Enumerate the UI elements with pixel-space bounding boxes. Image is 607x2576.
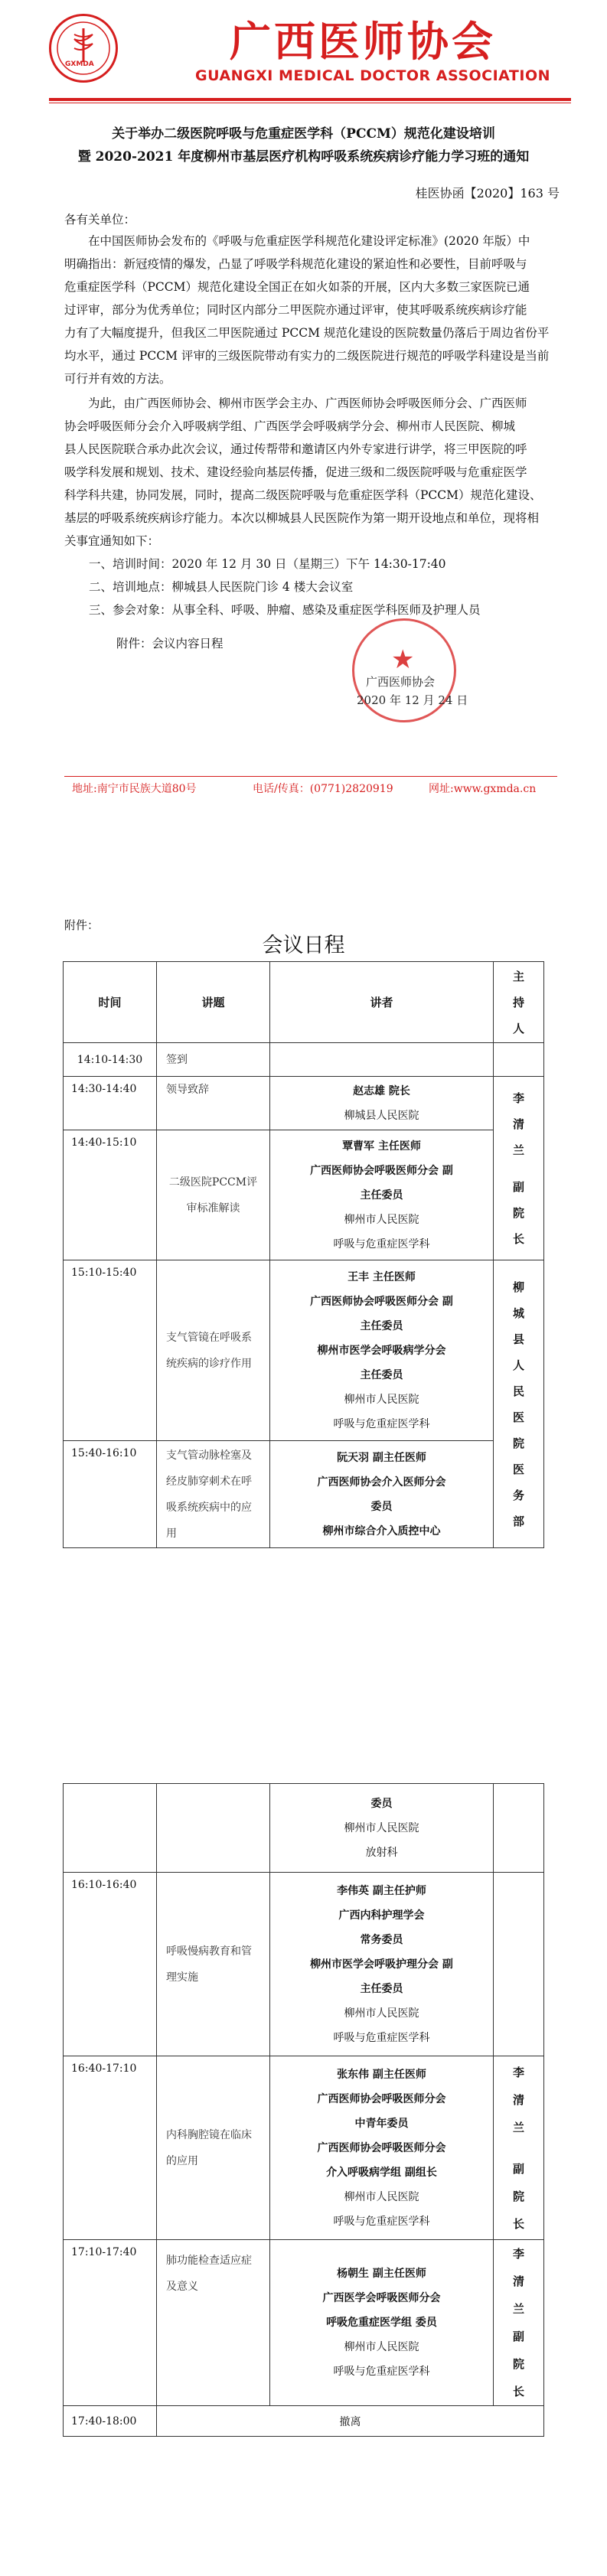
host-role-char: 副 — [512, 1179, 524, 1194]
paragraph-line: 可行并有效的方法。 — [64, 372, 171, 386]
host-dept-char: 城 — [512, 1306, 524, 1320]
paragraph-line: 基层的呼吸系统疾病诊疗能力。本次以柳城县人民医院作为第一期开设地点和单位，现将相 — [64, 511, 540, 525]
topic-header: 讲题 — [157, 962, 270, 1043]
host-dept-char: 医 — [512, 1462, 524, 1476]
caduceus-icon — [51, 16, 116, 80]
host-dept-char: 民 — [512, 1384, 524, 1398]
schedule-table — [63, 961, 544, 1548]
paragraph-line: 均水平，通过 PCCM 评审的三级医院带动有实力的二级医院进行规范的呼吸学科建设是当前 — [64, 349, 550, 363]
paragraph-line: 吸学科发展和规划、技术、建设经验向基层传播，促进三级和二级医院呼吸与危重症医学 — [64, 465, 527, 479]
session-speaker — [270, 1873, 494, 2056]
session-speaker — [270, 2240, 494, 2406]
session-speaker — [270, 1077, 494, 1130]
speaker-line: 柳城县人民医院 — [344, 1109, 419, 1122]
session-speaker — [270, 1441, 494, 1548]
speaker-line: 介入呼吸病学组 副组长 — [326, 2166, 437, 2179]
session-time — [64, 1784, 157, 1873]
host-name-char: 兰 — [512, 2120, 524, 2134]
host-name-char: 清 — [512, 2092, 524, 2107]
host-role-char: 副 — [512, 2330, 524, 2343]
host-dept-char: 院 — [512, 1436, 524, 1450]
speaker-line: 赵志雄 院长 — [353, 1084, 410, 1097]
notice-item-attendees: 三、参会对象：从事全科、呼吸、肿瘤、感染及重症医学科医师及护理人员 — [89, 603, 481, 617]
table-row — [64, 1043, 544, 1077]
host-name-char: 清 — [512, 1117, 524, 1131]
paragraph-line: 为此，由广西医师协会、柳州市医学会主办、广西医师协会呼吸医师分会、广西医师 — [88, 396, 527, 410]
speaker-line: 委员 — [370, 1797, 393, 1810]
speaker-line: 柳州市医学会呼吸护理分会 副 — [310, 1958, 453, 1971]
paragraph-line: 明确指出：新冠疫情的爆发，凸显了呼吸学科规范化建设的紧迫性和必要性，目前呼吸与 — [64, 257, 527, 271]
host-cell — [494, 1784, 544, 1873]
body-paragraph-2 — [64, 392, 569, 553]
footer-phone: 电话/传真：(0771)2820919 — [253, 783, 393, 795]
host-dept-char: 县 — [512, 1332, 524, 1346]
speaker-line: 主任委员 — [360, 1368, 403, 1381]
table-row — [64, 1784, 544, 1873]
attachment-note: 附件：会议内容日程 — [116, 637, 224, 651]
host-dept-char: 部 — [512, 1514, 524, 1528]
paragraph-line: 协会呼吸医师分会介入呼吸病学组、广西医学会呼吸病学分会、柳州市人民医院、柳城 — [64, 419, 516, 433]
table-row — [64, 2056, 544, 2240]
speaker-line: 广西内科护理学会 — [338, 1909, 425, 1922]
host-role-char: 长 — [512, 2385, 524, 2398]
host-name-char: 兰 — [512, 2302, 524, 2316]
footer-address: 地址:南宁市民族大道80号 — [72, 783, 197, 795]
speaker-line: 广西医学会呼吸医师分会 — [322, 2292, 441, 2304]
paragraph-line: 力有了大幅度提升，但我区二甲医院通过 PCCM 规范化建设的医院数量仍落后于周边省份平 — [64, 326, 550, 340]
speaker-line: 主任委员 — [360, 1319, 403, 1332]
speaker-line: 呼吸危重症医学组 委员 — [326, 2317, 437, 2329]
speaker-line: 常务委员 — [360, 1933, 403, 1946]
session-time: 15:40-16:10 — [64, 1441, 157, 1548]
session-topic: 肺功能检查适应症及意义 — [157, 2240, 270, 2406]
notice-title-line-2: 暨 2020-2021 年度柳州市基层医疗机构呼吸系统疾病诊疗能力学习班的通知 — [77, 149, 530, 165]
session-speaker — [270, 1784, 494, 1873]
host-role-char: 长 — [512, 1231, 524, 1246]
paragraph-line: 危重症医学科（PCCM）规范化建设全国正在如火如荼的开展，区内大多数三家医院已通 — [64, 280, 530, 294]
table-row — [64, 1873, 544, 2056]
host-cell — [494, 2240, 544, 2406]
speaker-line: 呼吸与危重症医学科 — [333, 1237, 430, 1251]
speaker-line: 柳州市人民医院 — [344, 1821, 419, 1834]
speaker-line: 中青年委员 — [354, 2117, 409, 2130]
session-topic: 领导致辞 — [157, 1077, 270, 1130]
session-speaker — [270, 1260, 494, 1441]
speaker-header: 讲者 — [270, 962, 494, 1043]
speaker-line: 广西医师协会呼吸医师分会 — [317, 2141, 446, 2154]
schedule-title: 会议日程 — [262, 934, 345, 957]
session-speaker — [270, 2056, 494, 2240]
host-role-char: 长 — [512, 2216, 524, 2231]
organization-name: 广西医师协会 — [230, 17, 496, 66]
session-topic: 支气管镜在呼吸系统疾病的诊疗作用 — [157, 1260, 270, 1441]
host-cell — [494, 1873, 544, 2056]
session-time: 15:10-15:40 — [64, 1260, 157, 1441]
table-row — [64, 2240, 544, 2406]
paragraph-line: 科学科共建，协同发展，同时，提高二级医院呼吸与危重症医学科（PCCM）规范化建设、 — [64, 488, 542, 502]
host-role-char: 副 — [512, 2161, 524, 2176]
host-name-char: 兰 — [512, 1143, 524, 1157]
association-logo — [49, 14, 118, 83]
host-header — [494, 962, 544, 1043]
schedule-header-row — [64, 962, 544, 1043]
paragraph-line: 在中国医师协会发布的《呼吸与危重症医学科规范化建设评定标准》(2020 年版）中 — [88, 234, 530, 248]
host-cell — [494, 2056, 544, 2240]
speaker-line: 呼吸与危重症医学科 — [333, 2031, 430, 2044]
speaker-line: 李伟英 副主任护师 — [337, 1884, 426, 1897]
host-cell — [494, 1077, 544, 1260]
session-topic: 内科胸腔镜在临床的应用 — [157, 2056, 270, 2240]
host-header-char: 持 — [512, 995, 524, 1009]
speaker-line: 覃曹军 主任医师 — [342, 1140, 421, 1153]
session-speaker — [270, 1043, 494, 1077]
document-number: 桂医协函【2020】163 号 — [415, 186, 560, 201]
session-topic: 二级医院PCCM评审标准解读 — [157, 1130, 270, 1260]
notice-title-line-1: 关于举办二级医院呼吸与危重症医学科（PCCM）规范化建设培训 — [112, 126, 495, 142]
host-dept-char: 务 — [512, 1488, 524, 1502]
speaker-line: 呼吸与危重症医学科 — [333, 1417, 430, 1430]
speaker-line: 柳州市医学会呼吸病学分会 — [317, 1344, 446, 1357]
speaker-line: 柳州市人民医院 — [344, 1213, 419, 1226]
speaker-line: 主任委员 — [360, 1189, 403, 1202]
table-row — [64, 2406, 544, 2437]
host-header-char: 人 — [512, 1021, 524, 1035]
host-cell — [494, 1043, 544, 1077]
session-topic: 签到 — [157, 1043, 270, 1077]
host-header-char: 主 — [512, 969, 524, 983]
host-name-char: 清 — [512, 2274, 524, 2288]
host-role-char: 院 — [512, 1205, 524, 1220]
speaker-line: 呼吸与危重症医学科 — [333, 2366, 430, 2378]
attachment-label: 附件： — [64, 918, 100, 932]
session-time: 17:40-18:00 — [64, 2406, 157, 2437]
speaker-line: 柳州市人民医院 — [344, 1393, 419, 1406]
table-row — [64, 1441, 544, 1548]
logo-text: GXMDA — [65, 60, 94, 68]
schedule-table-continued — [63, 1783, 544, 2437]
speaker-line: 柳州市综合介入质控中心 — [322, 1524, 441, 1537]
speaker-line: 王丰 主任医师 — [348, 1270, 416, 1283]
sign-date: 2020 年 12 月 24 日 — [357, 693, 468, 707]
notice-item-location: 二、培训地点：柳城县人民医院门诊 4 楼大会议室 — [89, 580, 354, 594]
speaker-line: 委员 — [370, 1500, 393, 1513]
paragraph-line: 关事宜通知如下： — [64, 534, 160, 548]
session-topic — [157, 1784, 270, 1873]
footer-website: 网址:www.gxmda.cn — [429, 783, 537, 795]
speaker-line: 阮天羽 副主任医师 — [337, 1451, 426, 1464]
signer-name: 广西医师协会 — [366, 675, 436, 689]
notice-item-time: 一、培训时间：2020 年 12 月 30 日（星期三）下午 14:30-17:40 — [89, 557, 446, 571]
speaker-line: 柳州市人民医院 — [344, 2341, 419, 2353]
speaker-line: 广西医师协会呼吸医师分会 副 — [310, 1164, 453, 1177]
host-dept-char: 医 — [512, 1410, 524, 1424]
paragraph-line: 县人民医院联合承办此次会议，通过传帮带和邀请区内外专家进行讲学，将三甲医院的呼 — [64, 442, 527, 456]
session-time: 14:10-14:30 — [64, 1043, 157, 1077]
speaker-line: 广西医师协会呼吸医师分会 — [317, 2092, 446, 2105]
seal-star-icon: ★ — [391, 644, 415, 675]
speaker-line: 张东伟 副主任医师 — [337, 2068, 426, 2081]
organization-english-name: GUANGXI MEDICAL DOCTOR ASSOCIATION — [195, 67, 550, 84]
time-header: 时间 — [64, 962, 157, 1043]
paragraph-line: 过评审，部分为优秀单位；同时区内部分二甲医院亦通过评审，使其呼吸系统疾病诊疗能 — [64, 303, 527, 317]
session-time: 16:40-17:10 — [64, 2056, 157, 2240]
table-row — [64, 1260, 544, 1441]
session-topic: 呼吸慢病教育和管理实施 — [157, 1873, 270, 2056]
table-row — [64, 1130, 544, 1260]
session-time: 16:10-16:40 — [64, 1873, 157, 2056]
speaker-line: 柳州市人民医院 — [344, 2190, 419, 2203]
header-divider — [49, 98, 571, 101]
speaker-line: 柳州市人民医院 — [344, 2007, 419, 2020]
host-name-char: 李 — [512, 2247, 524, 2261]
speaker-line: 广西医师协会呼吸医师分会 副 — [310, 1295, 453, 1308]
session-speaker — [270, 1130, 494, 1260]
speaker-line: 广西医师协会介入医师分会 — [317, 1475, 446, 1489]
speaker-line: 放射科 — [365, 1846, 398, 1859]
session-time: 17:10-17:40 — [64, 2240, 157, 2406]
host-dept-char: 柳 — [512, 1280, 524, 1294]
footer-divider — [64, 776, 557, 777]
host-role-char: 院 — [512, 2189, 524, 2203]
body-paragraph-1 — [64, 230, 569, 390]
table-row — [64, 1077, 544, 1130]
session-topic: 支气管动脉栓塞及经皮肺穿刺术在呼吸系统疾病中的应用 — [157, 1441, 270, 1548]
speaker-line: 呼吸与危重症医学科 — [333, 2215, 430, 2228]
host-dept-char: 人 — [512, 1358, 524, 1372]
host-cell — [494, 1260, 544, 1548]
session-time: 14:40-15:10 — [64, 1130, 157, 1260]
host-name-char: 李 — [512, 2065, 524, 2079]
speaker-line: 主任委员 — [360, 1982, 403, 1995]
host-role-char: 院 — [512, 2357, 524, 2371]
salutation: 各有关单位： — [64, 213, 136, 227]
session-topic: 撤离 — [157, 2406, 544, 2437]
host-name-char: 李 — [512, 1091, 524, 1105]
session-time: 14:30-14:40 — [64, 1077, 157, 1130]
speaker-line: 杨朝生 副主任医师 — [337, 2268, 426, 2280]
